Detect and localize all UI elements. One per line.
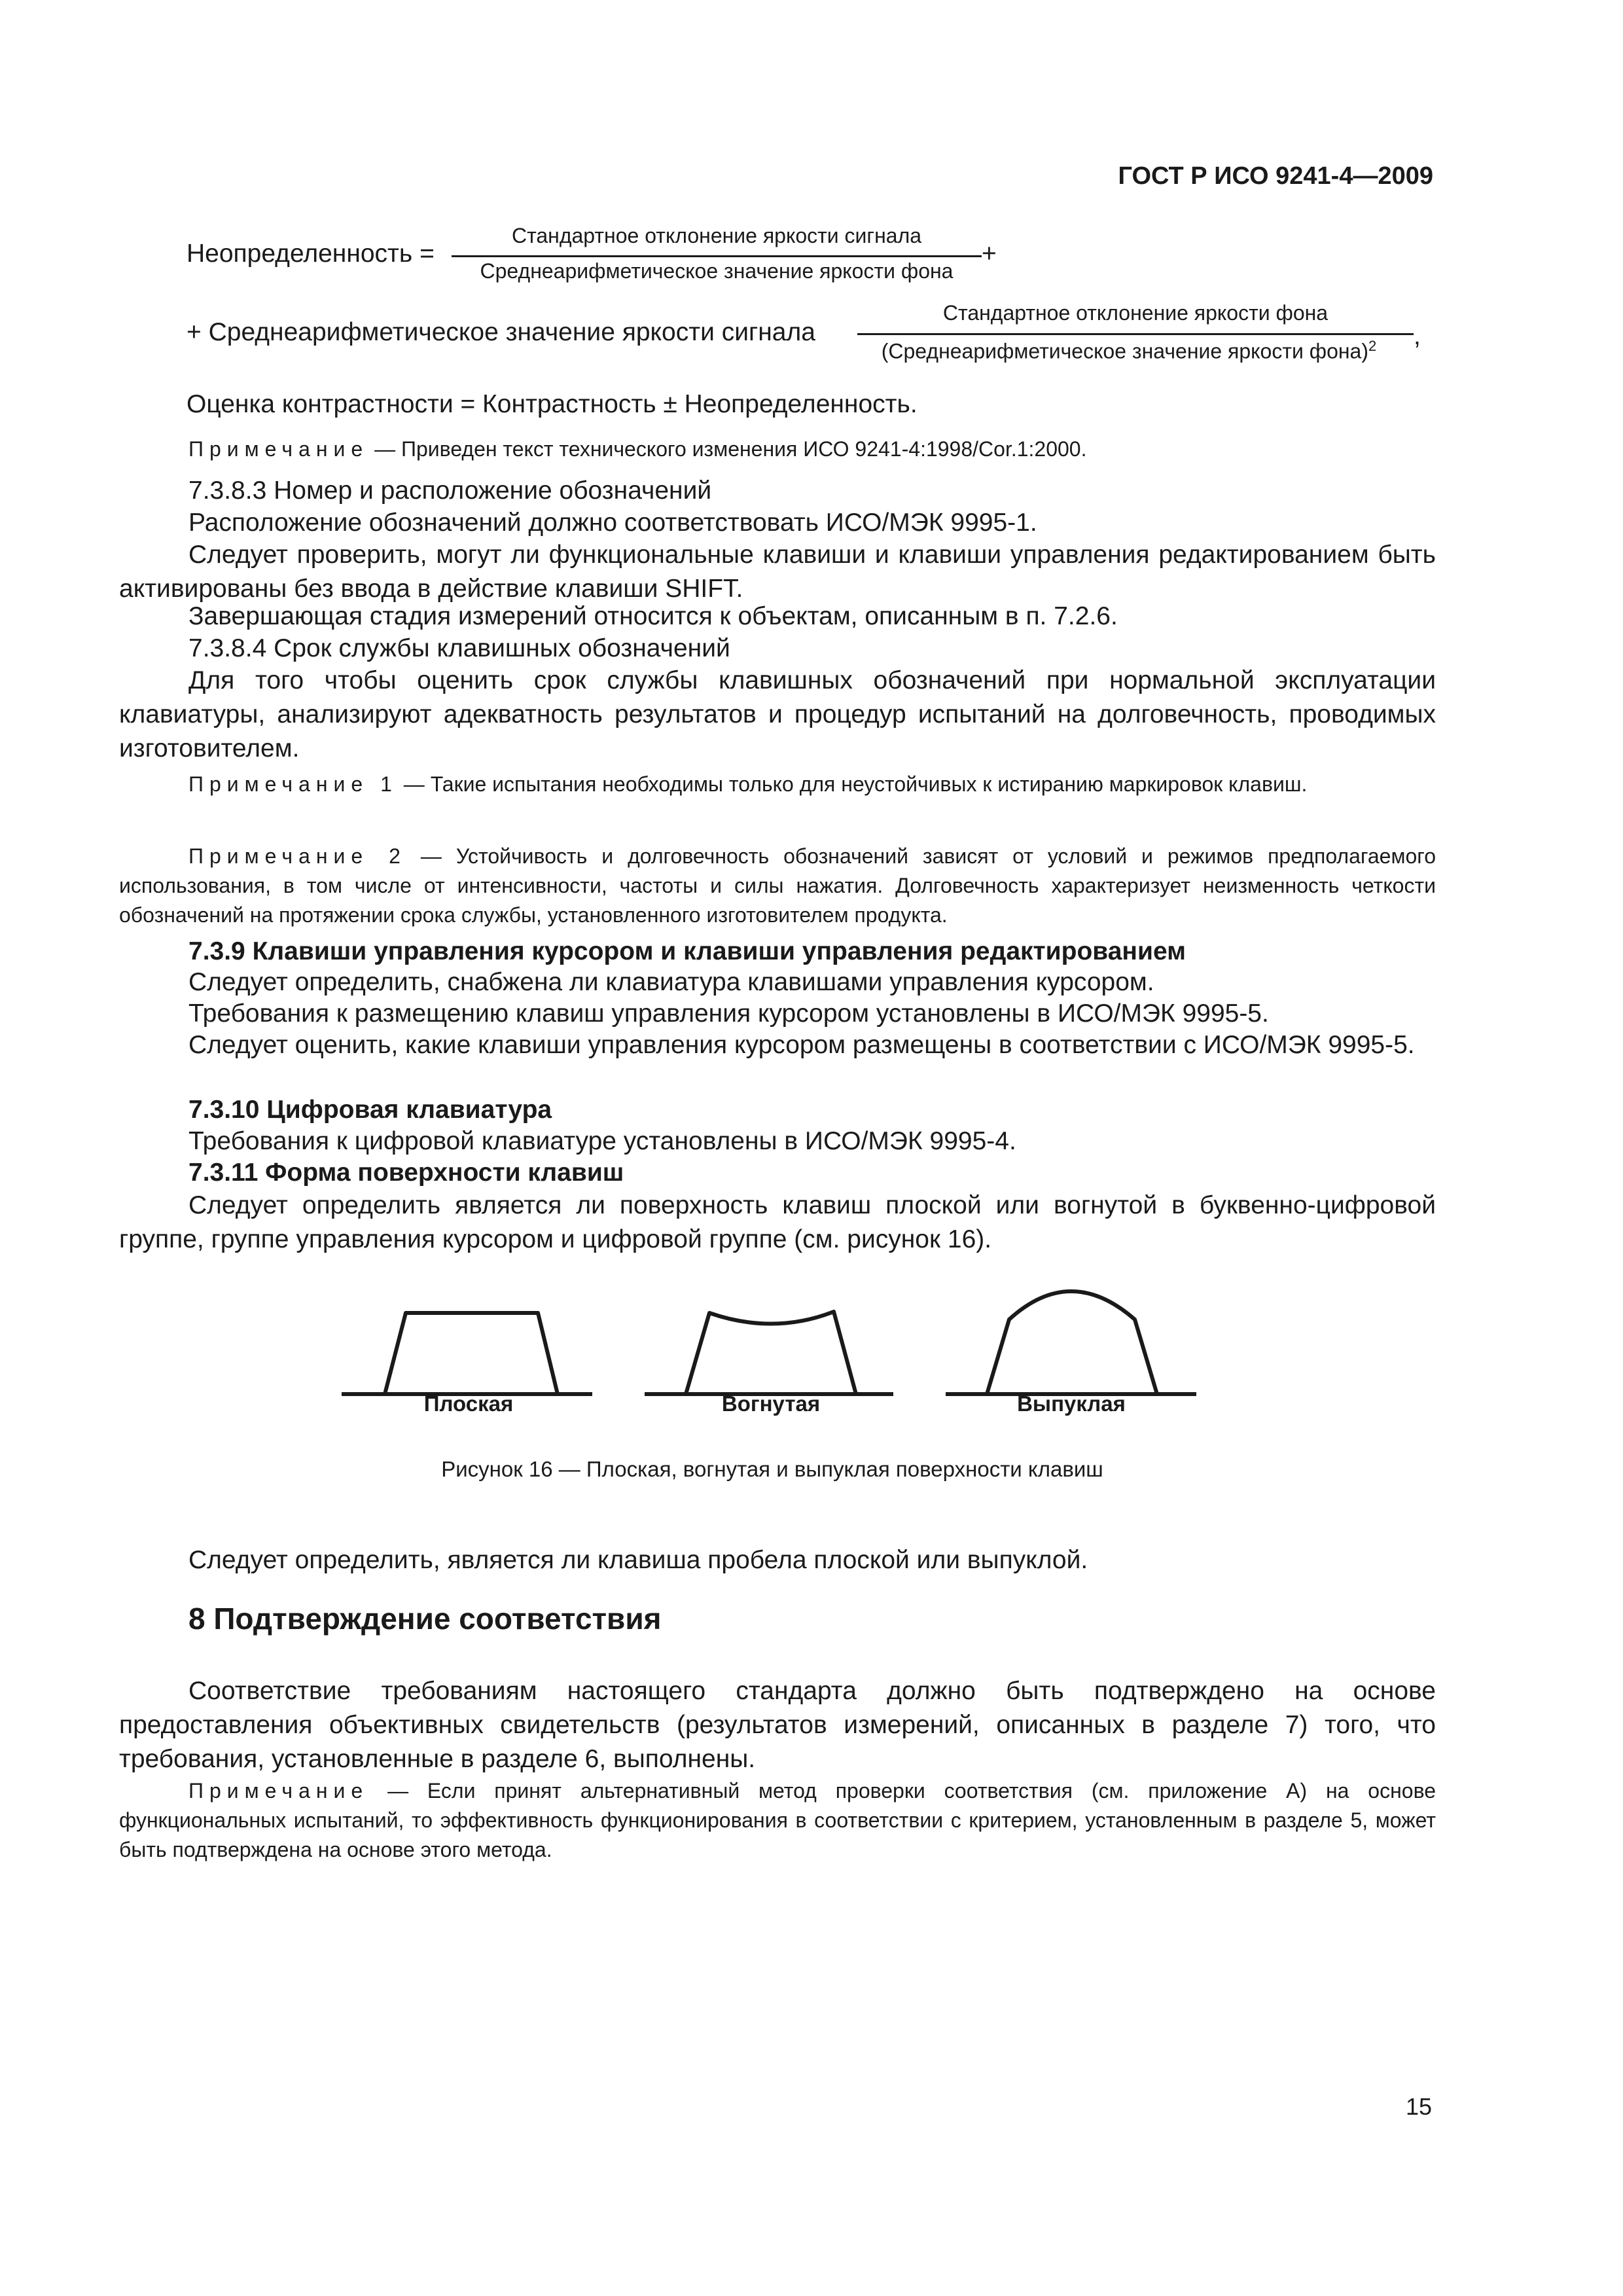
flat-key-shape xyxy=(385,1313,558,1394)
page-number: 15 xyxy=(1406,2093,1433,2120)
paragraph: Соответствие требованиям настоящего стандарта должно быть подтверждено на основе предоставления объективных свидетельств (результатов измерений, описанных в разделе 7) того, что требования, установленные в разделе 6, выполнены. xyxy=(119,1677,1436,1773)
note-label: Примечание 1 xyxy=(188,772,398,796)
note-text: — Такие испытания необходимы только для неустойчивых к истиранию маркировок клавиш. xyxy=(397,772,1308,796)
paragraph: Следует определить является ли поверхность клавиш плоской или вогнутой в буквенно-цифровой группе, группе управления курсором и цифровой группе (см. рисунок 16). xyxy=(119,1191,1436,1253)
paragraph: Требования к цифровой клавиатуре установлены в ИСО/МЭК 9995-4. xyxy=(188,1127,1016,1155)
figure-label-convex: Выпуклая xyxy=(1017,1391,1126,1416)
paragraph: Требования к размещению клавиш управления курсором установлены в ИСО/МЭК 9995-5. xyxy=(188,999,1269,1028)
formula-frac2-numerator: Стандартное отклонение яркости фона xyxy=(942,301,1329,325)
paragraph: Для того чтобы оценить срок службы клавишных обозначений при нормальной эксплуатации клавиатуры, анализируют адекватность результатов и процедур испытаний на долговечность, проводимых изготовителем. xyxy=(119,666,1436,762)
paragraph: Завершающая стадия измерений относится к объектам, описанным в п. 7.2.6. xyxy=(188,602,1118,630)
concave-key-shape xyxy=(686,1312,856,1394)
note-1 xyxy=(119,770,1436,799)
paragraph: Следует определить, является ли клавиша пробела плоской или выпуклой. xyxy=(188,1546,1088,1574)
heading-7-3-10: 7.3.10 Цифровая клавиатура xyxy=(188,1096,552,1124)
heading-7-3-9: 7.3.9 Клавиши управления курсором и клавиши управления редактированием xyxy=(188,937,1186,965)
formula-comma: , xyxy=(1414,322,1421,350)
formula-frac2-den-text: (Среднеарифметическое значение яркости фона) xyxy=(881,339,1368,363)
note-tech-change xyxy=(119,435,1436,464)
paragraph: Следует определить, снабжена ли клавиатура клавишами управления курсором. xyxy=(188,968,1154,996)
paragraph: Следует проверить, могут ли функциональные клавиши и клавиши управления редактированием быть активированы без ввода в действие клавиши SHIFT. xyxy=(119,541,1436,603)
formula-frac2-denominator xyxy=(857,338,1400,364)
formula-frac1-numerator: Стандартное отклонение яркости сигнала xyxy=(511,224,922,247)
note-text: — Если принят альтернативный метод проверки соответствия (см. приложение А) на основе функциональных испытаний, то эффективность функционирования в соответствии с критерием, установленным в разделе 5, может быть подтверждена на основе этого метода. xyxy=(119,1779,1436,1861)
formula-frac1-denominator: Среднеарифметическое значение яркости фона xyxy=(480,259,954,283)
convex-key-shape xyxy=(987,1291,1157,1394)
note-label: Примечание xyxy=(188,437,369,461)
formula-frac1-bar xyxy=(452,255,982,257)
heading-section-8: 8 Подтверждение соответствия xyxy=(188,1602,662,1636)
figure-label-flat: Плоская xyxy=(423,1391,514,1416)
heading-7-3-11: 7.3.11 Форма поверхности клавиш xyxy=(188,1158,624,1187)
paragraph: Следует оценить, какие клавиши управления курсором размещены в соответствии с ИСО/МЭК 9995-5. xyxy=(188,1031,1415,1059)
paragraph: Расположение обозначений должно соответствовать ИСО/МЭК 9995-1. xyxy=(188,509,1037,537)
note-label: Примечание 2 xyxy=(188,844,406,868)
figure-label-concave: Вогнутая xyxy=(721,1391,821,1416)
heading-7-3-8-3: 7.3.8.3 Номер и расположение обозначений xyxy=(188,476,712,505)
document-header: ГОСТ Р ИСО 9241-4—2009 xyxy=(1118,162,1433,190)
note-section-8 xyxy=(119,1776,1436,1865)
note-2 xyxy=(119,842,1436,930)
figure-caption: Рисунок 16 — Плоская, вогнутая и выпуклая поверхности клавиш xyxy=(441,1457,1103,1481)
note-text: — Устойчивость и долговечность обозначений зависят от условий и режимов предполагаемого использования, в том числе от интенсивности, частоты и силы нажатия. Долговечность характеризует неизменность четкости обозначений на протяжении срока службы, установленного изготовителем продукта. xyxy=(119,844,1436,927)
formula-lhs: Неопределенность = xyxy=(187,240,435,268)
formula-frac2-bar xyxy=(857,333,1414,335)
formula-plus: + xyxy=(982,240,997,268)
formula-frac2-superscript: 2 xyxy=(1368,338,1377,354)
formula-line2-prefix: + Среднеарифметическое значение яркости сигнала xyxy=(187,318,815,346)
note-label: Примечание xyxy=(188,1779,369,1803)
note-text: — Приведен текст технического изменения ИСО 9241-4:1998/Cor.1:2000. xyxy=(368,437,1087,461)
heading-7-3-8-4: 7.3.8.4 Срок службы клавишных обозначений xyxy=(188,634,730,662)
contrast-line: Оценка контрастности = Контрастность ± Неопределенность. xyxy=(187,390,918,418)
